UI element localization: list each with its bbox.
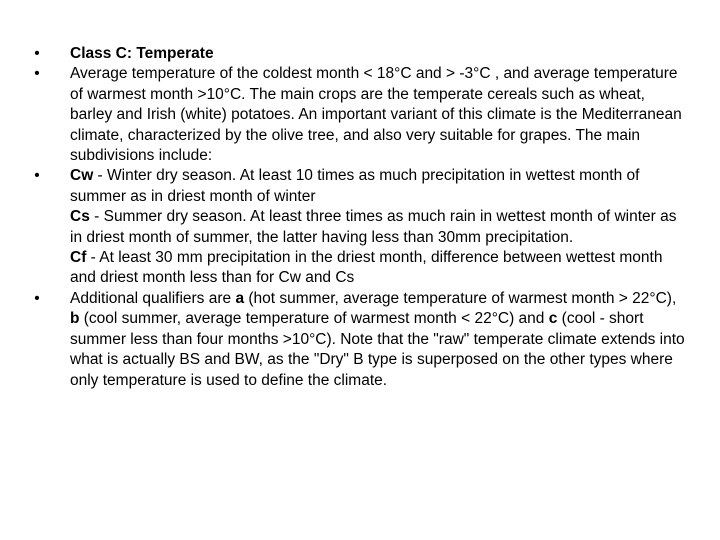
- slide-title: Class C: Temperate: [70, 45, 214, 62]
- description-text: Average temperature of the coldest month < 18°C and > -3°C , and average temperature of warmest month >10°C. The main crops are the temperate cereals such as wheat, barley and Irish (white) potatoes. An important variant of this climate is the Mediterranean climate, characterized by the olive tree, and also very suitable for grapes. The main subdivisions include:: [70, 65, 682, 165]
- bullet-dot-icon: •: [34, 289, 40, 307]
- qualifier-code: a: [235, 289, 245, 307]
- subdivision-code: Cw: [70, 167, 94, 185]
- qualifier-text: (cool summer, average temperature of warmest month < 22°C) and: [79, 310, 549, 328]
- qualifier-text: Additional qualifiers are: [70, 289, 236, 307]
- bullet-dot-icon: •: [34, 45, 40, 62]
- bullet-item-qualifiers: [30, 289, 690, 391]
- qualifier-code: c: [548, 310, 558, 328]
- qualifier-text: (cool - short summer less than four months >10°C). Note that the "raw" temperate climate extends into what is actually BS and BW, as the "Dry" B type is superposed on the other types where only temperature is used to define the climate.: [70, 310, 685, 389]
- subdivision-cw: [70, 166, 690, 207]
- bullet-list: [30, 44, 690, 391]
- subdivision-cs: [70, 207, 690, 248]
- subdivision-code: Cf: [70, 249, 87, 267]
- subdivision-cf: [70, 248, 690, 289]
- qualifier-text: (hot summer, average temperature of warmest month > 22°C),: [244, 289, 677, 307]
- subdivision-text: - At least 30 mm precipitation in the driest month, difference between wettest month and driest month less than for Cw and Cs: [70, 249, 663, 287]
- subdivision-text: - Summer dry season. At least three times as much rain in wettest month of winter as in driest month of summer, the latter having less than 30mm precipitation.: [70, 208, 677, 246]
- bullet-dot-icon: •: [34, 65, 40, 83]
- bullet-item-description: [30, 64, 690, 166]
- subdivision-code: Cs: [70, 208, 90, 226]
- bullet-item-subdivisions: [30, 166, 690, 288]
- subdivision-text: - Winter dry season. At least 10 times as much precipitation in wettest month of summer as in driest month of winter: [70, 167, 640, 205]
- bullet-dot-icon: •: [34, 167, 40, 185]
- bullet-item-title: [30, 44, 690, 64]
- qualifier-code: b: [70, 310, 80, 328]
